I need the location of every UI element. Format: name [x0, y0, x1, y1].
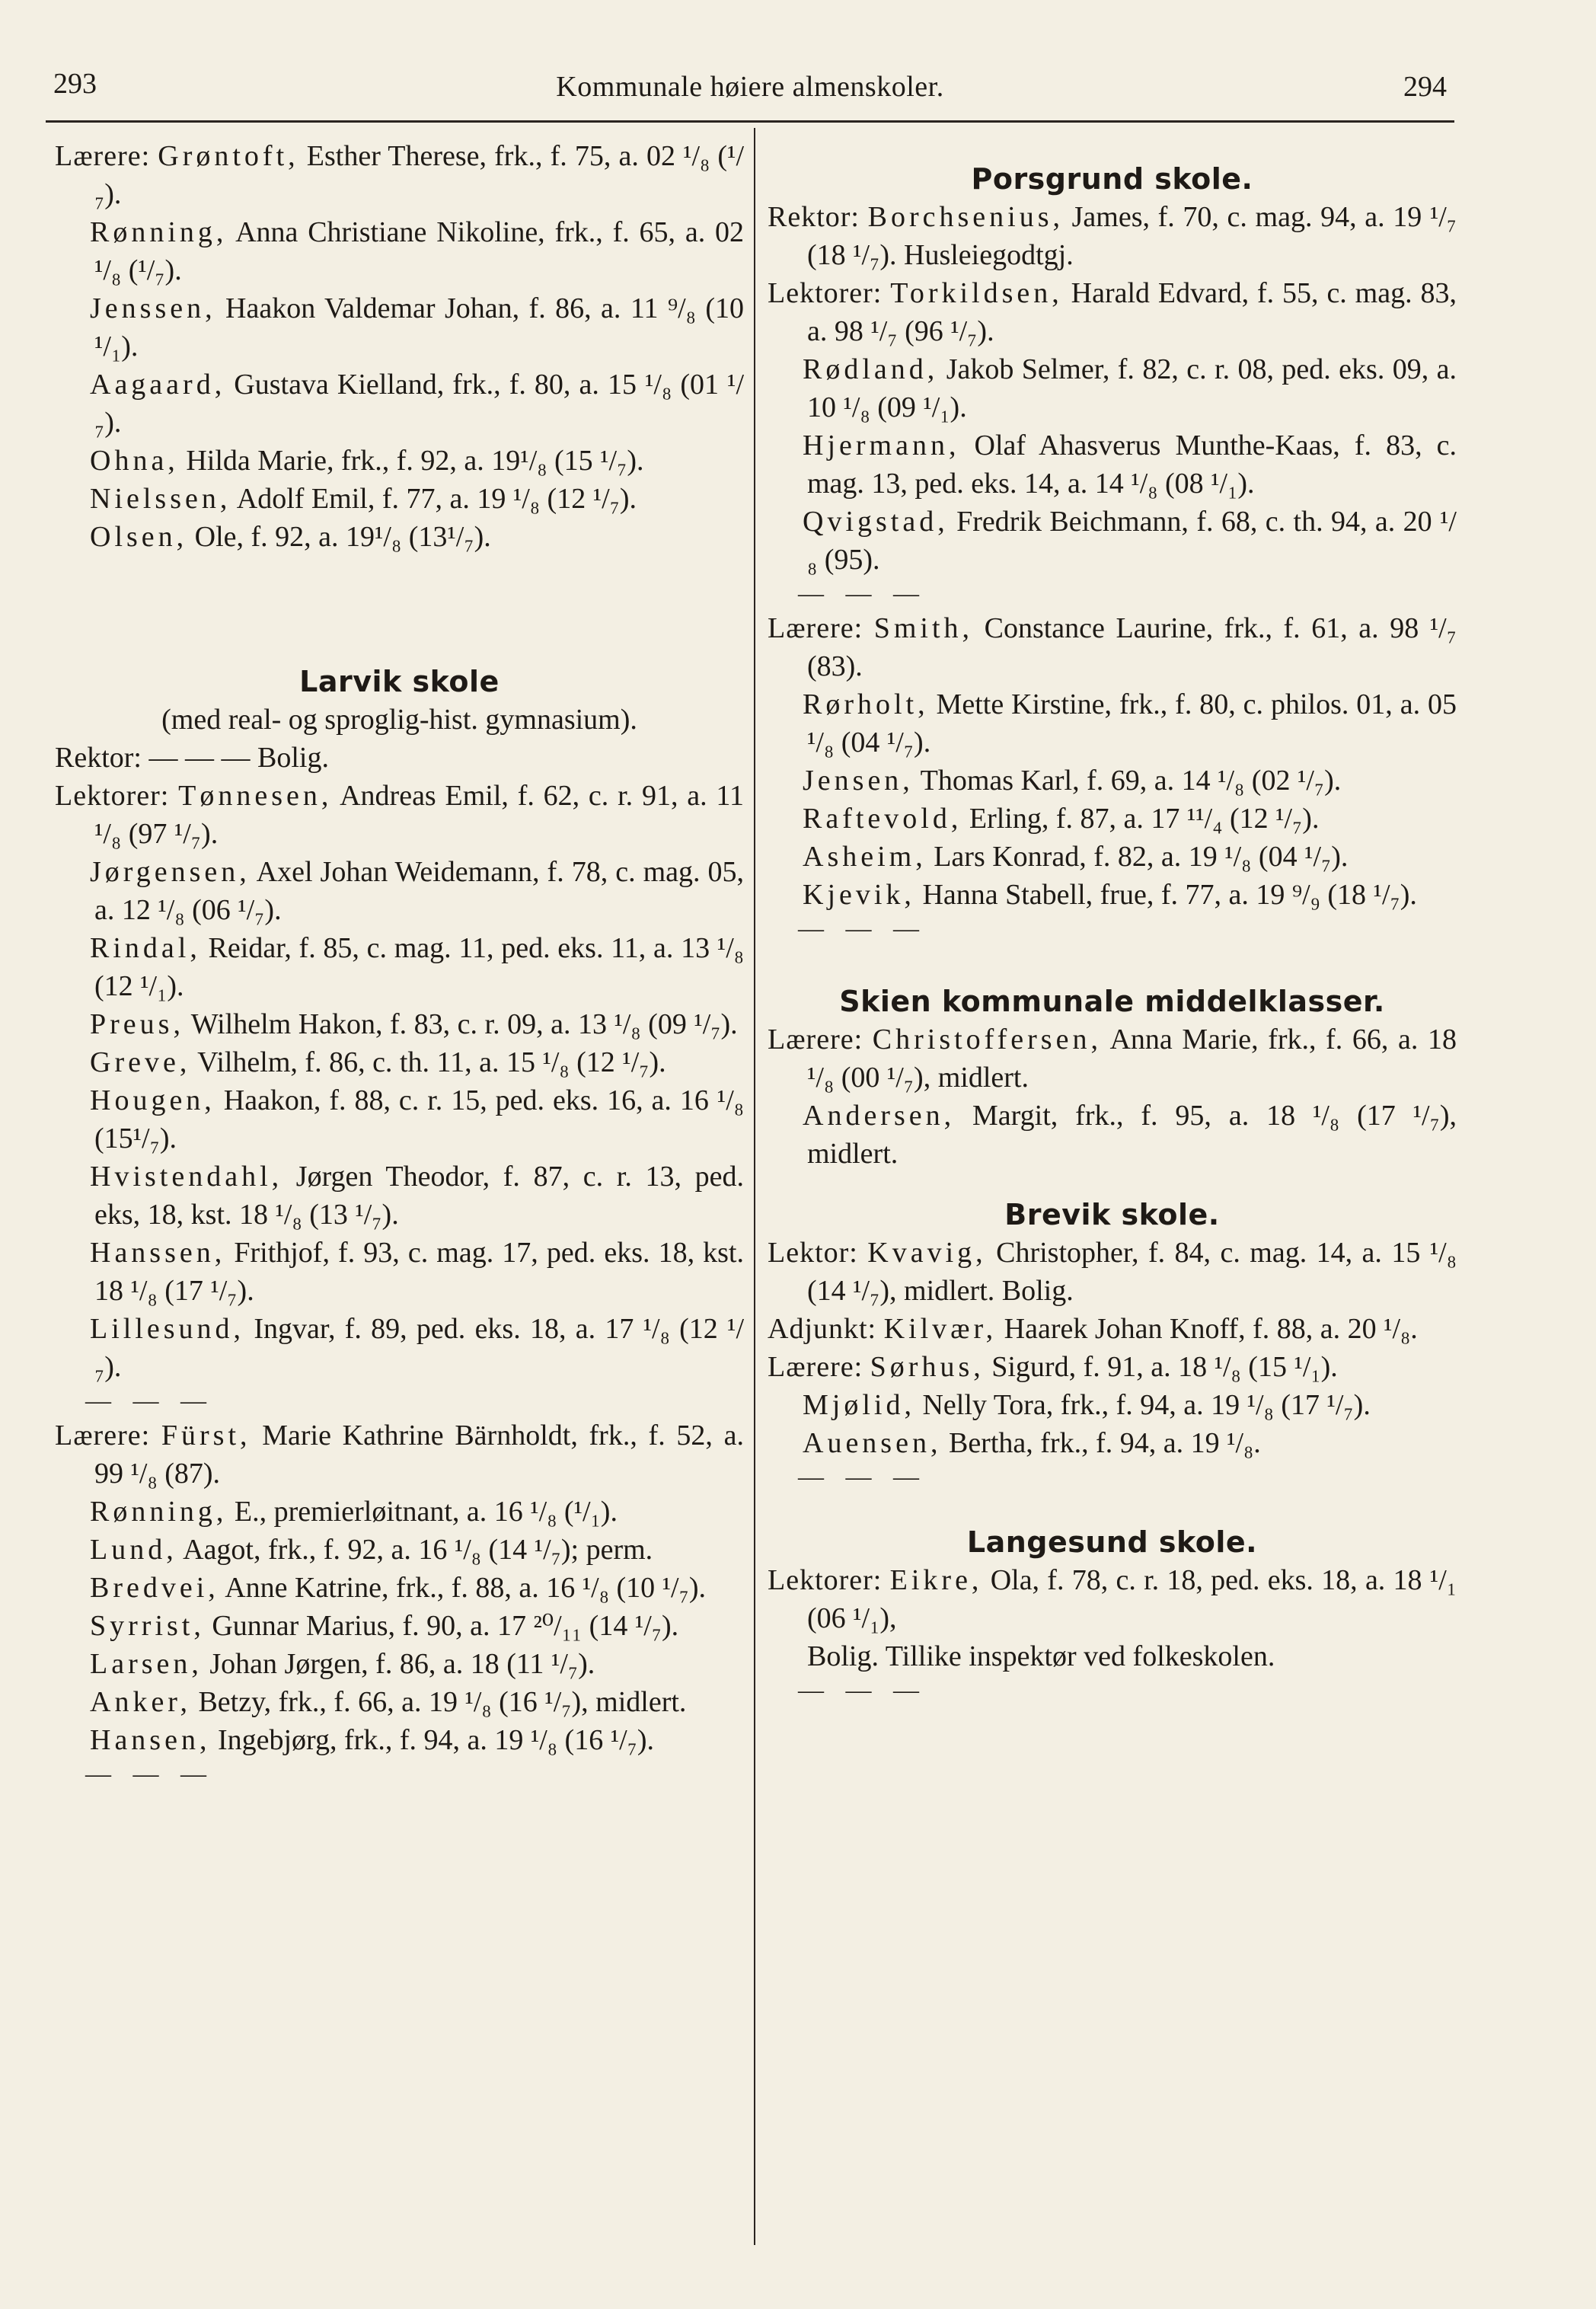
entry: Olsen, Ole, f. 92, a. 19¹/₈ (13¹/₇).	[90, 521, 491, 553]
entry: Hougen, Haakon, f. 88, c. r. 15, ped. eks. 16, a. 16 ¹/₈ (15¹/₇).	[90, 1084, 744, 1154]
entry: Andersen, Margit, frk., f. 95, a. 18 ¹/₈ (17 ¹/₇), midlert.	[803, 1100, 1457, 1170]
header-rule	[46, 120, 1454, 123]
entry: Adjunkt: Kilvær, Haarek Johan Knoff, f. 88, a. 20 ¹/₈.	[768, 1313, 1418, 1345]
entry: Lektorer: Eikre, Ola, f. 78, c. r. 18, ped. eks. 18, a. 18 ¹/₁ (06 ¹/₁),	[768, 1564, 1457, 1634]
entry: Lærere: Sørhus, Sigurd, f. 91, a. 18 ¹/₈ (15 ¹/₁).	[768, 1351, 1338, 1383]
entry: Jenssen, Haakon Valdemar Johan, f. 86, a. 11 ⁹/₈ (10 ¹/₁).	[90, 292, 744, 362]
right-column	[768, 137, 1457, 1706]
entry: Hansen, Ingebjørg, frk., f. 94, a. 19 ¹/₈ (16 ¹/₇).	[90, 1724, 655, 1756]
entry: Lektorer: Tønnesen, Andreas Emil, f. 62, c. r. 91, a. 11 ¹/₈ (97 ¹/₇).	[55, 780, 744, 850]
entry: Mjølid, Nelly Tora, frk., f. 94, a. 19 ¹/₈ (17 ¹/₇).	[803, 1389, 1371, 1421]
section-subtitle-larvik: (med real- og sproglig-hist. gymnasium).	[161, 704, 637, 736]
entry: Jensen, Thomas Karl, f. 69, a. 14 ¹/₈ (02 ¹/₇).	[803, 765, 1342, 797]
entry: Hanssen, Frithjof, f. 93, c. mag. 17, ped. eks. 18, kst. 18 ¹/₈ (17 ¹/₇).	[90, 1237, 744, 1307]
section-title-porsgrund: Porsgrund skole.	[971, 162, 1253, 196]
separator-dashes: — — —	[798, 915, 927, 943]
entry: Kjevik, Hanna Stabell, frue, f. 77, a. 19 ⁹/₉ (18 ¹/₇).	[803, 879, 1417, 911]
entry: Lærere: Grøntoft, Esther Therese, frk., f. 75, a. 02 ¹/₈ (¹/₇).	[55, 140, 745, 210]
entry: Rødland, Jakob Selmer, f. 82, c. r. 08, ped. eks. 09, a. 10 ¹/₈ (09 ¹/₁).	[803, 353, 1457, 423]
entry: Preus, Wilhelm Hakon, f. 83, c. r. 09, a. 13 ¹/₈ (09 ¹/₇).	[90, 1008, 738, 1040]
entry: Bredvei, Anne Katrine, frk., f. 88, a. 16 ¹/₈ (10 ¹/₇).	[90, 1572, 706, 1604]
entry: Asheim, Lars Konrad, f. 82, a. 19 ¹/₈ (04 ¹/₇).	[803, 841, 1349, 873]
entry: Lektor: Kvavig, Christopher, f. 84, c. mag. 14, a. 15 ¹/₈ (14 ¹/₇), midlert. Bolig.	[768, 1237, 1457, 1307]
running-title: Kommunale høiere almenskoler.	[556, 71, 944, 103]
page-number-left: 293	[53, 68, 97, 100]
section-title-skien: Skien kommunale middelklasser.	[839, 985, 1385, 1018]
column-divider	[754, 128, 755, 2245]
entry: Rønning, E., premierløitnant, a. 16 ¹/₈ (¹/₁).	[90, 1496, 618, 1528]
separator-dashes: — — —	[798, 1676, 927, 1704]
entry: Lærere: Smith, Constance Laurine, frk., f. 61, a. 98 ¹/₇ (83).	[768, 612, 1457, 682]
entry: Larsen, Johan Jørgen, f. 86, a. 18 (11 ¹/₇).	[90, 1648, 595, 1680]
entry: Greve, Vilhelm, f. 86, c. th. 11, a. 15 ¹/₈ (12 ¹/₇).	[90, 1046, 666, 1078]
rektor-line: Rektor: — — — Bolig.	[55, 742, 329, 774]
section-title-langesund: Langesund skole.	[966, 1525, 1258, 1559]
separator-dashes: — — —	[85, 1387, 214, 1415]
entry: Rønning, Anna Christiane Nikoline, frk., f. 65, a. 02 ¹/₈ (¹/₇).	[90, 216, 744, 286]
entry: Rørholt, Mette Kirstine, frk., f. 80, c. philos. 01, a. 05 ¹/₈ (04 ¹/₇).	[803, 688, 1457, 758]
section-title-larvik: Larvik skole	[299, 665, 500, 698]
entry: Lillesund, Ingvar, f. 89, ped. eks. 18, a. 17 ¹/₈ (12 ¹/₇).	[90, 1313, 744, 1383]
left-column	[55, 137, 744, 1790]
entry: Rindal, Reidar, f. 85, c. mag. 11, ped. eks. 11, a. 13 ¹/₈ (12 ¹/₁).	[90, 932, 744, 1002]
entry: Lektorer: Torkildsen, Harald Edvard, f. 55, c. mag. 83, a. 98 ¹/₇ (96 ¹/₇).	[768, 277, 1457, 347]
entry: Nielssen, Adolf Emil, f. 77, a. 19 ¹/₈ (12 ¹/₇).	[90, 483, 637, 515]
page-header	[53, 67, 1447, 114]
entry: Hjermann, Olaf Ahasverus Munthe-Kaas, f. 83, c. mag. 13, ped. eks. 14, a. 14 ¹/₈ (08 ¹/₁).	[803, 430, 1457, 500]
entry: Syrrist, Gunnar Marius, f. 90, a. 17 ²⁰/₁₁ (14 ¹/₇).	[90, 1610, 679, 1642]
entry: Auensen, Bertha, frk., f. 94, a. 19 ¹/₈.	[803, 1427, 1261, 1459]
entry: Rektor: Borchsenius, James, f. 70, c. mag. 94, a. 19 ¹/₇ (18 ¹/₇). Husleiegodtgj.	[768, 201, 1457, 271]
entry: Lærere: Christoffersen, Anna Marie, frk., f. 66, a. 18 ¹/₈ (00 ¹/₇), midlert.	[768, 1024, 1457, 1094]
separator-dashes: — — —	[798, 1463, 927, 1491]
entry: Jørgensen, Axel Johan Weidemann, f. 78, c. mag. 05, a. 12 ¹/₈ (06 ¹/₇).	[90, 856, 744, 926]
entry: Anker, Betzy, frk., f. 66, a. 19 ¹/₈ (16 ¹/₇), midlert.	[90, 1686, 687, 1718]
page-number-right: 294	[1403, 71, 1447, 103]
entry: Aagaard, Gustava Kielland, frk., f. 80, a. 15 ¹/₈ (01 ¹/₇).	[90, 369, 744, 439]
entry: Lund, Aagot, frk., f. 92, a. 16 ¹/₈ (14 ¹/₇); perm.	[90, 1534, 653, 1566]
entry: Qvigstad, Fredrik Beichmann, f. 68, c. th. 94, a. 20 ¹/₈ (95).	[803, 506, 1457, 576]
entry: Hvistendahl, Jørgen Theodor, f. 87, c. r. 13, ped. eks, 18, kst. 18 ¹/₈ (13 ¹/₇).	[90, 1161, 744, 1231]
entry-note: Bolig. Tillike inspektør ved folkeskolen.	[807, 1640, 1275, 1672]
entry: Raftevold, Erling, f. 87, a. 17 ¹¹/₄ (12 ¹/₇).	[803, 803, 1320, 835]
separator-dashes: — — —	[85, 1760, 214, 1788]
entry: Lærere: Fürst, Marie Kathrine Bärnholdt, frk., f. 52, a. 99 ¹/₈ (87).	[55, 1420, 744, 1490]
section-title-brevik: Brevik skole.	[1004, 1198, 1220, 1231]
entry: Ohna, Hilda Marie, frk., f. 92, a. 19¹/₈ (15 ¹/₇).	[90, 445, 644, 477]
separator-dashes: — — —	[798, 580, 927, 608]
